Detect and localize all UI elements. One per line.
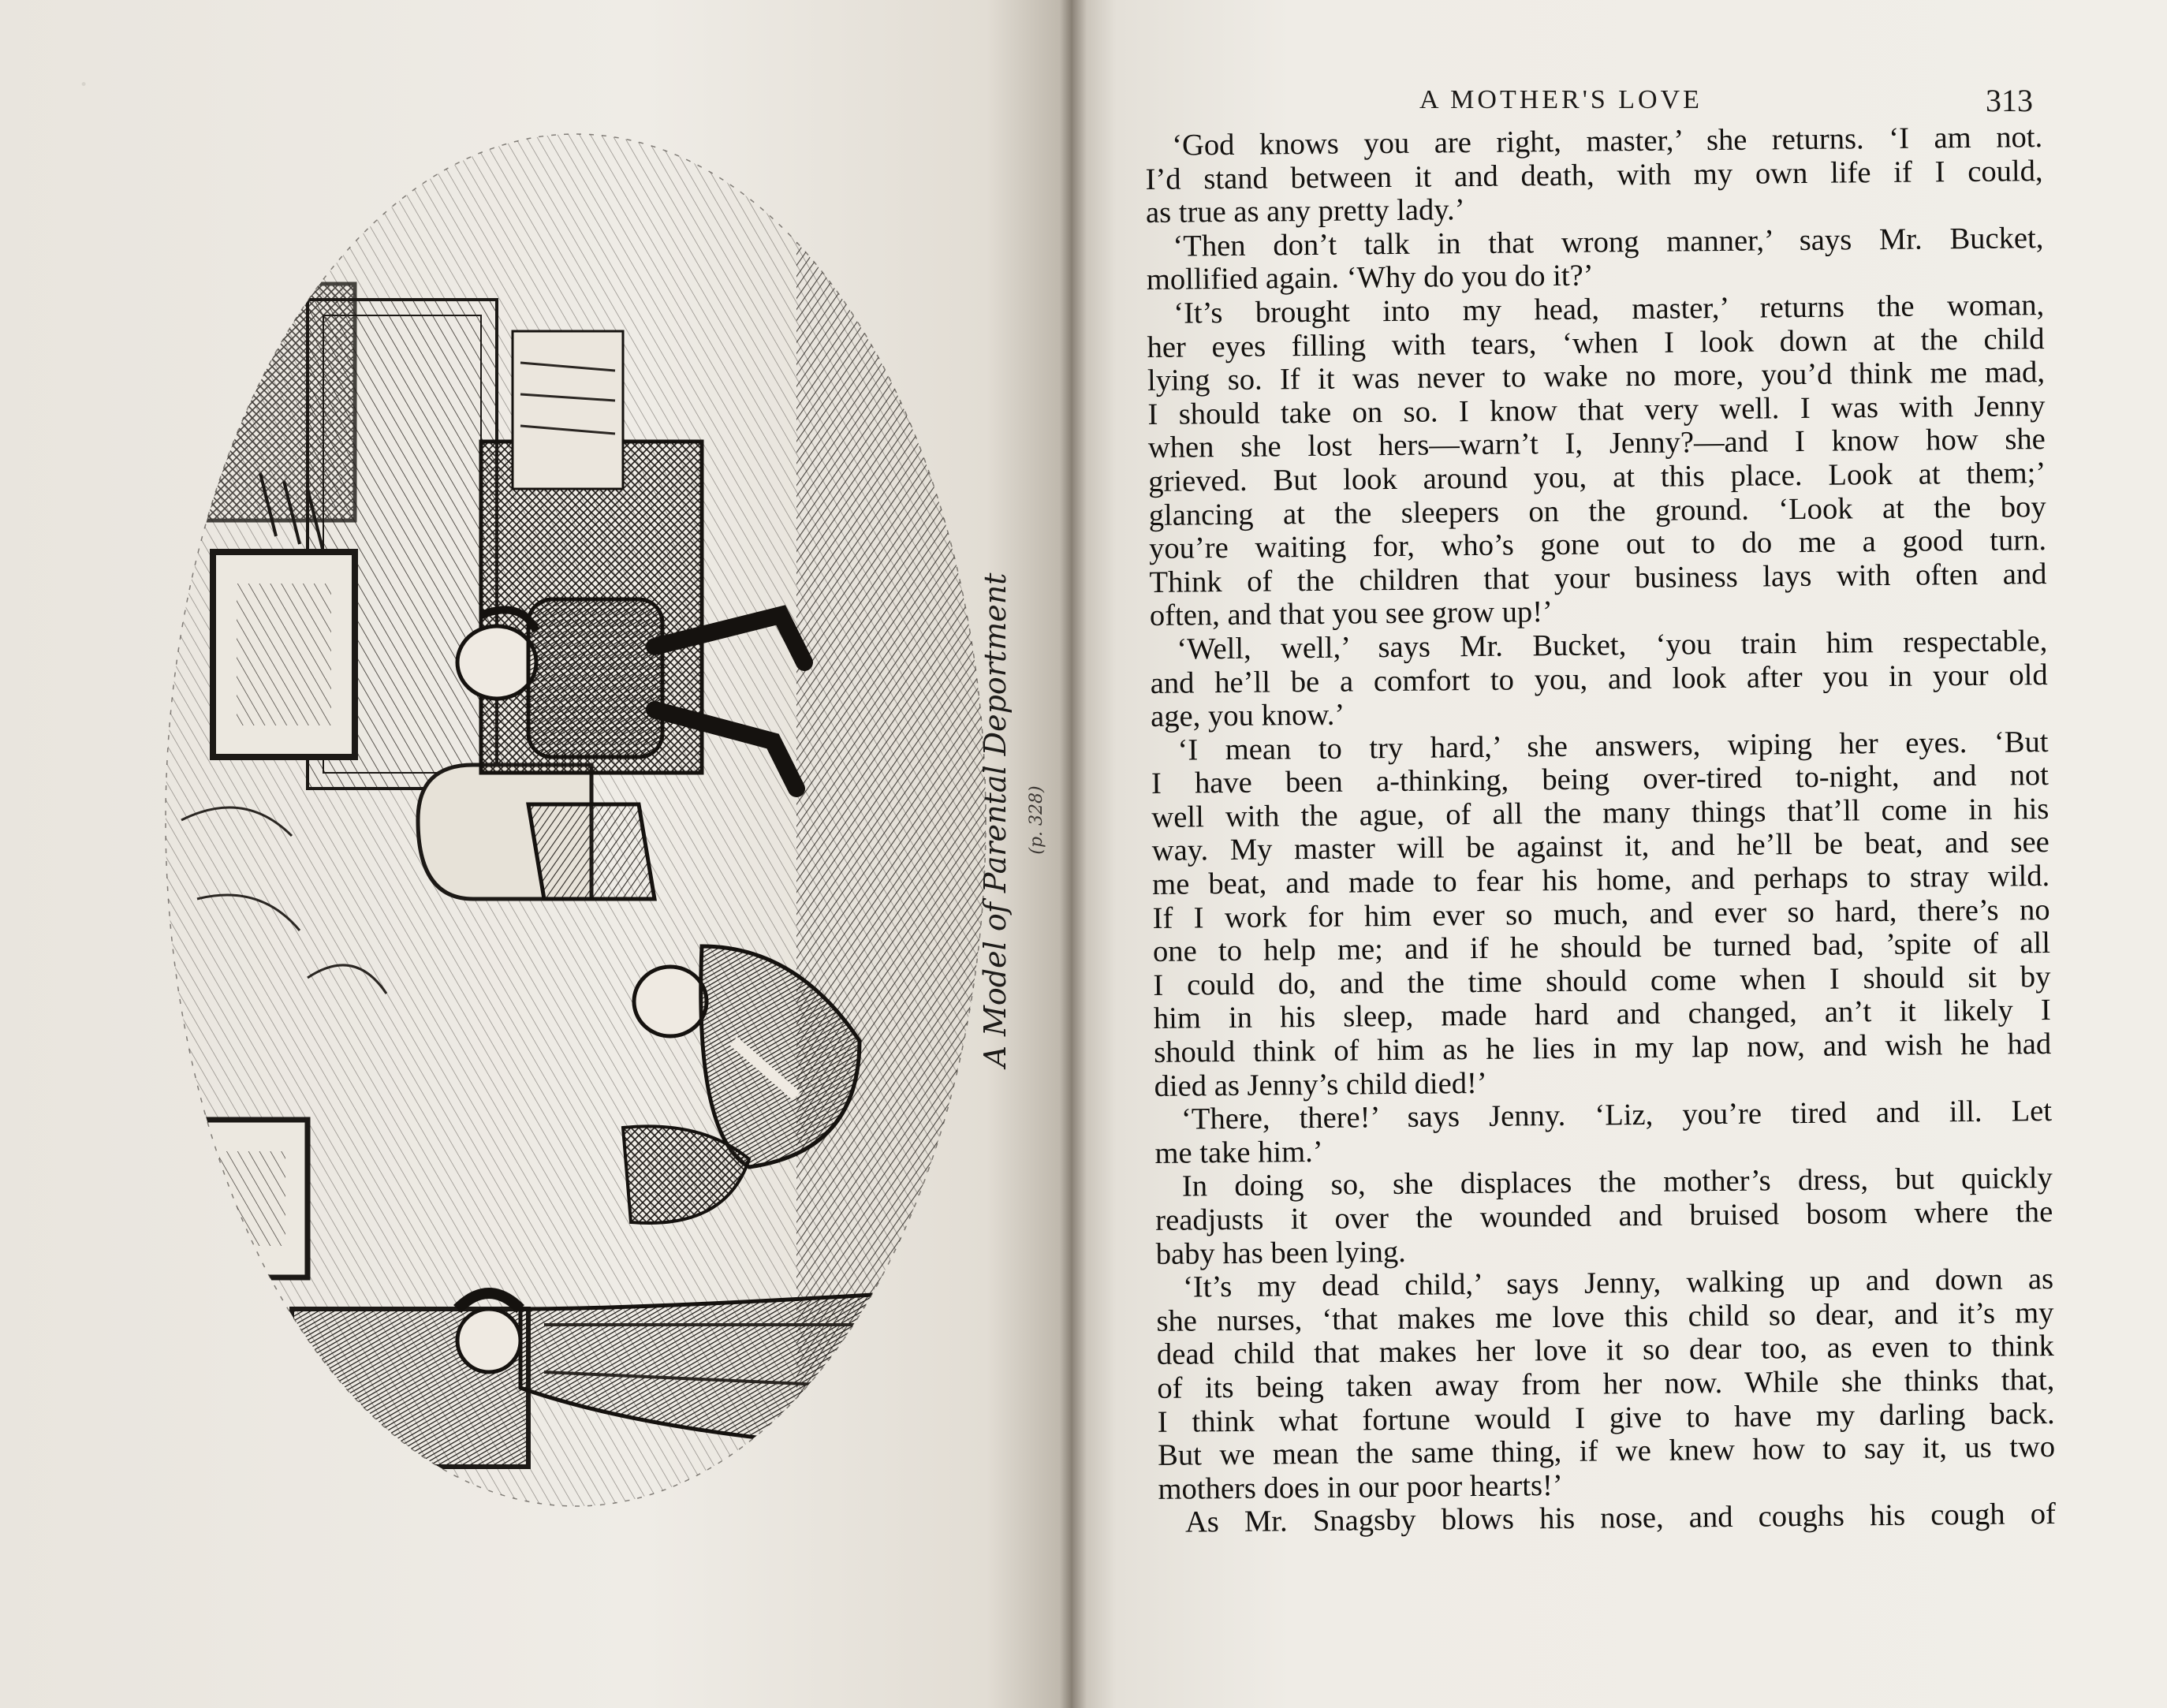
text-line: I have been a-thinking, being over-tired to-night, and not — [1151, 759, 2050, 801]
text-line: But we mean the same thing, if we knew how to say it, us two — [1157, 1430, 2056, 1473]
text-line: way. My master will be against it, and he’ll be beat, and see — [1151, 826, 2050, 868]
text-line: me beat, and made to fear his home, and perhaps to stray wild. — [1151, 860, 2050, 902]
illustration-caption-block — [962, 568, 1049, 1072]
text-line: I think what fortune would I give to have my darling back. — [1157, 1397, 2055, 1439]
running-header: A MOTHER'S LOVE — [1419, 85, 1703, 114]
text-line: age, you know.’ — [1150, 698, 1345, 734]
text-line: ‘Well, well,’ says Mr. Bucket, ‘you train him respectable, — [1177, 624, 2048, 666]
text-line: and he’ll be a comfort to you, and look after you in your old — [1150, 658, 2048, 700]
text-line: mothers does in our poor hearts!’ — [1158, 1468, 1563, 1506]
text-line: ‘There, there!’ says Jenny. ‘Liz, you’re tired and ill. Let — [1180, 1095, 2053, 1136]
text-line: baby has been lying. — [1155, 1235, 1407, 1271]
text-line: often, and that you see grow up!’ — [1149, 595, 1553, 633]
book-gutter — [1060, 0, 1087, 1708]
text-line: ‘I mean to try hard,’ she answers, wiping her eyes. ‘But — [1177, 725, 2049, 767]
text-line: you’re waiting for, who’s gone out to do me a good turn. — [1148, 524, 2047, 566]
text-line: I could do, and the time should come when I should sit by — [1153, 960, 2051, 1002]
page-number: 313 — [1986, 83, 2033, 118]
text-line: as true as any pretty lady.’ — [1145, 193, 1465, 230]
text-line: her eyes filling with tears, ‘when I look down at the child — [1147, 322, 2045, 364]
body-text — [1145, 121, 2056, 1540]
text-line: ‘Then don’t talk in that wrong manner,’ says Mr. Bucket, — [1173, 221, 2044, 263]
text-line: mollified again. ‘Why do you do it?’ — [1146, 259, 1594, 297]
text-line: ‘It’s my dead child,’ says Jenny, walking up and down as — [1182, 1262, 2054, 1304]
etching-illustration — [150, 110, 1001, 1514]
left-page — [0, 0, 1072, 1708]
text-line: In doing so, she displaces the mother’s dress, but quickly — [1181, 1162, 2053, 1204]
text-line: should think of him as he lies in my lap now, and wish he had — [1154, 1027, 2052, 1069]
text-line: when she lost hers—warn’t I, Jenny?—and I know how she — [1147, 423, 2046, 465]
illustration-caption: A Model of Parental Deportment — [978, 572, 1013, 1068]
text-line: As Mr. Snagsby blows his nose, and coughs his cough of — [1184, 1497, 2057, 1539]
text-line: well with the ague, of all the many things that’ll come in his — [1151, 792, 2050, 834]
text-line: glancing at the sleepers on the ground. ‘Look at the boy — [1148, 490, 2046, 532]
text-line: ‘God knows you are right, master,’ she returns. ‘I am not. — [1171, 121, 2043, 162]
text-line: I’d stand between it and death, with my own life if I could, — [1145, 154, 2043, 196]
text-line: me take him.’ — [1154, 1135, 1323, 1170]
text-line: ‘It’s brought into my head, master,’ returns the woman, — [1173, 289, 2045, 330]
illustration-page-reference: (p. 328) — [1027, 785, 1046, 855]
text-line: Think of the children that your business lays with often and — [1149, 557, 2047, 599]
illustration-plate — [126, 110, 994, 1530]
text-line: him in his sleep, made hard and changed, an’t it likely I — [1153, 994, 2051, 1036]
text-line: one to help me; and if he should be turned bad, ’spite of all — [1152, 927, 2051, 969]
show-through-text: · — [79, 67, 89, 102]
text-line: readjusts it over the wounded and bruised bosom where the — [1155, 1195, 2053, 1237]
text-line: I should take on so. I know that very well. I was with Jenny — [1147, 389, 2046, 431]
text-line: of its being taken away from her now. While she thinks that, — [1157, 1363, 2055, 1405]
text-line: dead child that makes her love it so dear too, as even to think — [1156, 1329, 2055, 1372]
text-line: died as Jenny’s child died!’ — [1154, 1066, 1487, 1103]
text-line: she nurses, ‘that makes me love this child so dear, and it’s my — [1156, 1296, 2054, 1338]
text-line: If I work for him ever so much, and ever so hard, there’s no — [1152, 893, 2050, 935]
text-line: grieved. But look around you, at this place. Look at them;’ — [1148, 456, 2046, 498]
text-line: lying so. If it was never to wake no more, you’d think me mad, — [1147, 356, 2046, 398]
